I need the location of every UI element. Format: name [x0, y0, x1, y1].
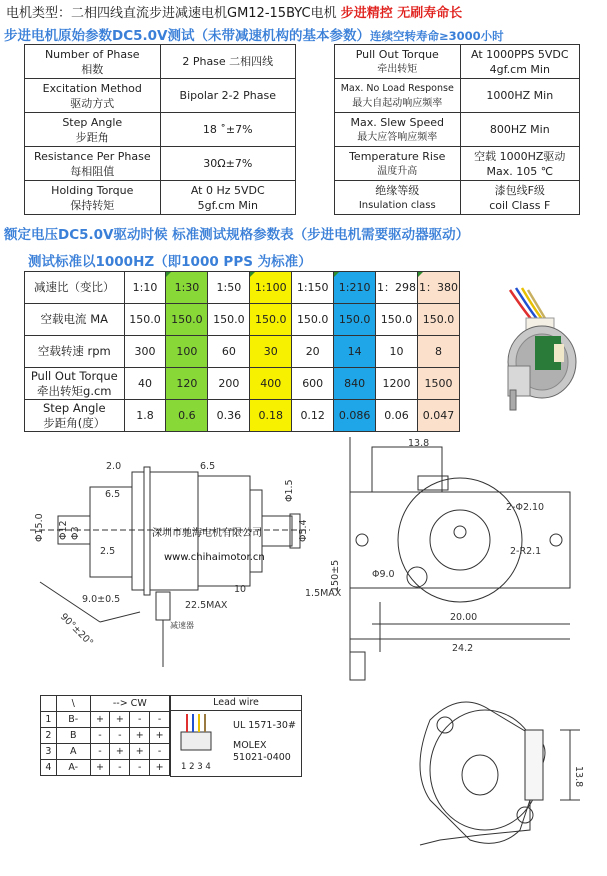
spec-cell: 1：380	[418, 272, 460, 304]
wiring-signal: A	[56, 744, 90, 760]
wiring-row	[41, 760, 170, 776]
wiring-pin-no: 1	[41, 712, 57, 728]
param-value	[160, 147, 295, 181]
spec-cell: 1.8	[124, 400, 166, 432]
spec-cell: 120	[166, 368, 208, 400]
dim-13-8b: 13.8	[573, 766, 584, 788]
param-row	[25, 113, 296, 147]
param-name-en: Max. Slew Speed	[350, 115, 445, 129]
rated-heading: 额定电压DC5.0V驱动时候 标准测试规格参数表（步进电机需要驱动器驱动）	[4, 227, 470, 243]
lead-wire-label: Lead wire	[171, 696, 301, 711]
param-name	[335, 147, 461, 181]
wiring-col-dir: --> CW	[90, 696, 169, 712]
dim-2-r2-1: 2-R2.1	[510, 546, 542, 557]
spec-cell: 100	[166, 336, 208, 368]
spec-cell: 0.6	[166, 400, 208, 432]
wiring-step: +	[130, 728, 150, 744]
spec-cell: 150.0	[250, 304, 292, 336]
dim-2-0: 2.0	[106, 461, 122, 472]
spec-row	[25, 272, 460, 304]
dim-9-0: 9.0±0.5	[82, 594, 121, 605]
param-value	[460, 147, 579, 181]
param-name-cn: 驱动方式	[70, 96, 115, 110]
param-value	[460, 113, 579, 147]
spec-cell: 14	[334, 336, 376, 368]
param-name	[335, 181, 461, 215]
wiring-step: +	[130, 744, 150, 760]
spec-cell: 0.12	[292, 400, 334, 432]
param-name-en: Max. No Load Response	[340, 82, 454, 94]
dim-6-5b: 6.5	[200, 461, 216, 472]
wiring-pin-no: 3	[41, 744, 57, 760]
dim-20: 20.00	[450, 612, 478, 623]
spec-cell: 840	[334, 368, 376, 400]
param-name-cn: 最大自起动响应频率	[352, 97, 443, 109]
spec-label-line1: 空载电流 MA	[40, 312, 108, 326]
param-name	[335, 113, 461, 147]
param-row	[25, 45, 296, 79]
params-heading	[4, 24, 504, 44]
param-name	[335, 79, 461, 113]
param-name-en: 绝缘等级	[375, 183, 420, 197]
perspective-drawing	[400, 680, 600, 870]
spec-cell: 0.047	[418, 400, 460, 432]
spec-cell: 30	[250, 336, 292, 368]
dim-phi-5-4: Φ5.4	[298, 519, 309, 542]
molex-label: MOLEX	[233, 740, 267, 751]
spec-cell: 60	[208, 336, 250, 368]
param-name-cn: 步距角	[75, 130, 109, 144]
param-row	[335, 79, 580, 113]
param-value-line2: 4gf.cm Min	[489, 62, 550, 76]
spec-cell: 150.0	[418, 304, 460, 336]
param-name	[25, 79, 161, 113]
wiring-pin-no: 4	[41, 760, 57, 776]
dimension-drawing	[20, 432, 605, 692]
spec-cell: 10	[376, 336, 418, 368]
param-name-cn: 牵出转矩	[377, 63, 418, 75]
spec-row-label	[25, 400, 125, 432]
param-name-cn: 每相阻值	[70, 164, 115, 178]
param-name-cn: 温度升高	[377, 165, 418, 177]
param-value	[160, 79, 295, 113]
spec-label-line1: 空载转速 rpm	[37, 344, 111, 358]
wiring-row	[41, 728, 170, 744]
spec-row-label	[25, 368, 125, 400]
dim-phi-1-5: Φ1.5	[284, 479, 295, 502]
wiring-step: -	[110, 760, 130, 776]
wiring-step: +	[150, 728, 170, 744]
param-row	[335, 45, 580, 79]
spec-cell: 150.0	[124, 304, 166, 336]
param-row	[25, 147, 296, 181]
param-name-en: Excitation Method	[42, 81, 142, 95]
param-name	[25, 181, 161, 215]
dim-1-5max: 1.5MAX	[305, 588, 342, 599]
spec-label-line2: 步距角(度）	[43, 415, 106, 430]
dim-24-2: 24.2	[452, 643, 474, 654]
wiring-step: -	[150, 712, 170, 728]
spec-row	[25, 304, 460, 336]
param-name-cn: 最大应答响应频率	[357, 131, 438, 143]
wiring-signal: B-	[56, 712, 90, 728]
gear-label: 减速器	[170, 621, 194, 630]
param-row	[335, 113, 580, 147]
spec-cell: 40	[124, 368, 166, 400]
param-name-en: Holding Torque	[51, 183, 134, 197]
param-value-line1: 800HZ Min	[489, 123, 550, 136]
spec-cell: 1:100	[250, 272, 292, 304]
param-value-line1: At 0 Hz 5VDC	[190, 183, 265, 197]
params-heading-note: 连续空转寿命≥3000小时	[369, 29, 504, 43]
dim-phi-3: Φ3	[70, 526, 81, 540]
spec-cell: 1:210	[334, 272, 376, 304]
param-name	[25, 45, 161, 79]
wiring-step: +	[90, 760, 110, 776]
spec-cell: 1:150	[292, 272, 334, 304]
spec-row	[25, 336, 460, 368]
param-row	[335, 181, 580, 215]
param-name	[335, 45, 461, 79]
spec-cell: 150.0	[334, 304, 376, 336]
param-value-line2: Max. 105 ℃	[486, 164, 554, 178]
spec-cell: 1：298	[376, 272, 418, 304]
dim-2-5: 2.5	[100, 546, 116, 557]
spec-cell: 150.0	[292, 304, 334, 336]
wiring-step: +	[110, 744, 130, 760]
wiring-signal: A-	[56, 760, 90, 776]
basic-params-left-table	[24, 44, 296, 215]
param-value-line1: Bipolar 2-2 Phase	[179, 89, 276, 102]
wiring-step: +	[150, 760, 170, 776]
dim-2-phi-2-1: 2-Φ2.10	[506, 502, 545, 513]
wiring-header-row	[41, 696, 170, 712]
spec-cell: 0.18	[250, 400, 292, 432]
spec-cell: 150.0	[166, 304, 208, 336]
wiring-step: -	[150, 744, 170, 760]
dim-angle: 90°±20°	[57, 611, 96, 649]
dim-13-8: 13.8	[408, 438, 430, 449]
spec-cell: 1500	[418, 368, 460, 400]
spec-cell: 400	[250, 368, 292, 400]
param-value-line1: 1000HZ Min	[486, 89, 554, 102]
param-value-line1: 2 Phase 二相四线	[182, 55, 274, 68]
title-text: 电机类型：二相四线直流步进减速电机GM12-15BYC电机	[6, 6, 337, 21]
spec-cell: 1200	[376, 368, 418, 400]
param-name	[25, 113, 161, 147]
param-value-line2: 5gf.cm Min	[197, 198, 258, 212]
params-heading-text: 步进电机原始参数DC5.0V测试（未带减速机构的基本参数）	[4, 28, 370, 44]
page-title	[6, 2, 462, 21]
wiring-step: -	[130, 760, 150, 776]
param-value-line1: 18 ˚±7%	[202, 123, 253, 136]
company-name: 深圳市驰海电机有限公司	[152, 528, 262, 539]
company-website: www.chihaimotor.cn	[164, 552, 265, 563]
param-value-line1: 漆包线F级	[494, 183, 545, 197]
param-name-cn: 保持转矩	[70, 198, 115, 212]
wiring-row	[41, 712, 170, 728]
param-name	[25, 147, 161, 181]
wiring-step: -	[130, 712, 150, 728]
spec-label-line1: Step Angle	[42, 400, 106, 415]
pin-numbers: 1 2 3 4	[181, 762, 211, 772]
param-value	[160, 113, 295, 147]
dim-6-5: 6.5	[105, 489, 121, 500]
dim-phi-12: Φ12	[58, 520, 69, 540]
dim-10: 10	[234, 584, 247, 595]
param-value-line1: 30Ω±7%	[203, 157, 253, 170]
motor-photo	[480, 282, 590, 422]
param-name-cn: Insulation class	[358, 199, 436, 211]
param-row	[25, 79, 296, 113]
param-value	[460, 181, 579, 215]
basic-params-right-table	[334, 44, 580, 215]
spec-cell: 0.086	[334, 400, 376, 432]
spec-row-label	[25, 272, 125, 304]
param-name-en: Temperature Rise	[349, 149, 446, 163]
spec-cell: 20	[292, 336, 334, 368]
spec-table	[24, 271, 460, 432]
wiring-col-pin: \	[56, 696, 90, 712]
spec-cell: 0.06	[376, 400, 418, 432]
param-name-en: Step Angle	[62, 115, 123, 129]
ul-spec: UL 1571-30#	[233, 720, 296, 731]
dim-phi-9: Φ9.0	[372, 569, 395, 580]
wiring-pin-no: 2	[41, 728, 57, 744]
wiring-signal: B	[56, 728, 90, 744]
lead-wire-box	[170, 695, 302, 777]
param-value	[160, 181, 295, 215]
spec-cell: 600	[292, 368, 334, 400]
slogan: 步进精控 无刷寿命长	[340, 6, 463, 21]
param-row	[335, 147, 580, 181]
wiring-step: +	[90, 712, 110, 728]
spec-cell: 1:50	[208, 272, 250, 304]
spec-row-label	[25, 304, 125, 336]
spec-cell: 1:30	[166, 272, 208, 304]
connector-icon	[177, 714, 217, 764]
wiring-row	[41, 744, 170, 760]
spec-cell: 300	[124, 336, 166, 368]
param-name-en: Pull Out Torque	[355, 47, 439, 61]
dim-22-5: 22.5MAX	[185, 600, 228, 611]
rated-standard: 测试标准以1000HZ（即1000 PPS 为标准）	[28, 254, 312, 270]
param-name-en: Resistance Per Phase	[33, 149, 151, 163]
spec-cell: 0.36	[208, 400, 250, 432]
param-value-line1: At 1000PPS 5VDC	[470, 47, 569, 61]
spec-row	[25, 368, 460, 400]
param-value-line1: 空载 1000HZ驱动	[474, 149, 566, 163]
spec-label-line1: Pull Out Torque	[30, 368, 118, 383]
param-value	[460, 79, 579, 113]
param-name-cn: 相数	[81, 62, 104, 76]
dim-150: 150±5	[330, 559, 341, 592]
spec-row	[25, 400, 460, 432]
spec-row-label	[25, 336, 125, 368]
param-value-line2: coil Class F	[489, 198, 551, 212]
spec-cell: 200	[208, 368, 250, 400]
spec-label-line1: 减速比（变比）	[34, 280, 115, 294]
wiring-table	[40, 695, 170, 776]
param-value	[460, 45, 579, 79]
wiring-step: -	[110, 728, 130, 744]
wiring-step: -	[90, 728, 110, 744]
spec-cell: 150.0	[208, 304, 250, 336]
wiring-step: -	[90, 744, 110, 760]
param-value	[160, 45, 295, 79]
molex-part: 51021-0400	[233, 752, 291, 763]
param-name-en: Number of Phase	[44, 47, 140, 61]
dim-phi-15: Φ15.0	[34, 513, 45, 542]
spec-cell: 8	[418, 336, 460, 368]
spec-label-line2: 牵出转矩g.cm	[37, 383, 112, 398]
param-row	[25, 181, 296, 215]
spec-cell: 150.0	[376, 304, 418, 336]
spec-cell: 1:10	[124, 272, 166, 304]
wiring-step: +	[110, 712, 130, 728]
